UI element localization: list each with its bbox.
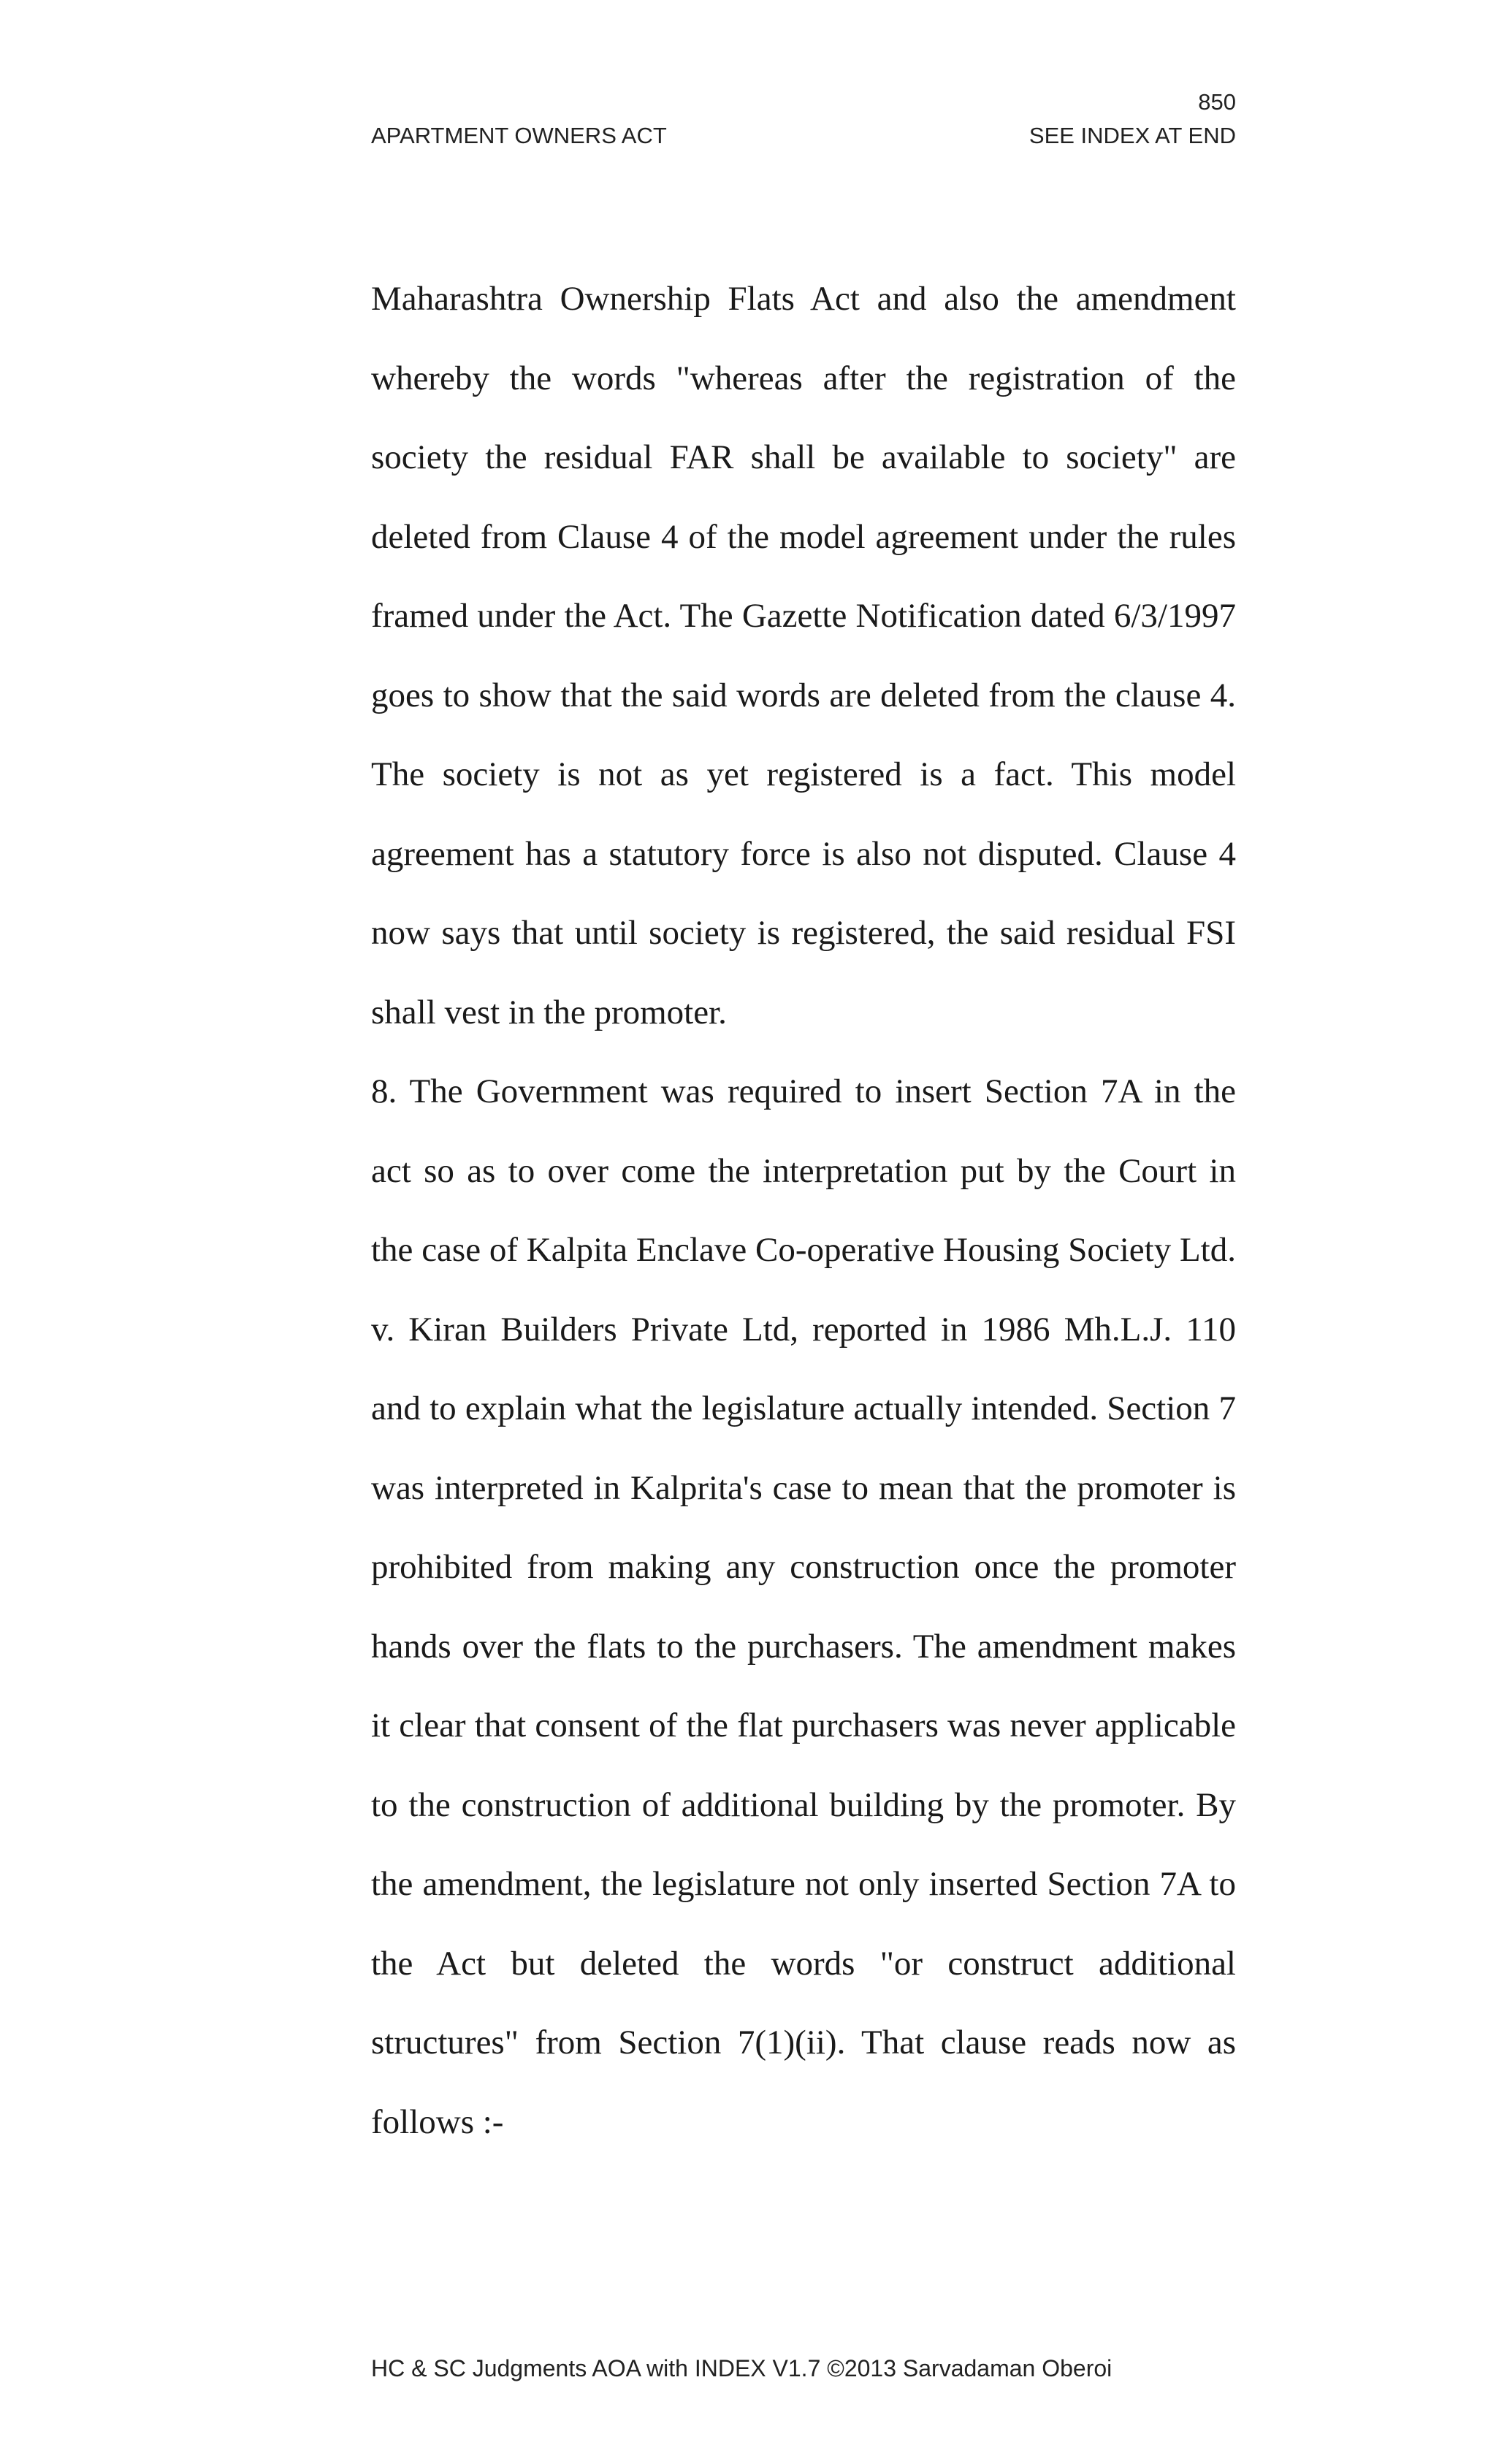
header-left-title: APARTMENT OWNERS ACT xyxy=(371,123,667,148)
page-footer: HC & SC Judgments AOA with INDEX V1.7 ©2013 Sarvadaman Oberoi xyxy=(371,2355,1113,2381)
running-header xyxy=(371,121,1236,150)
header-right-note: SEE INDEX AT END xyxy=(1028,123,1236,148)
document-body xyxy=(371,259,1236,2162)
paragraph: Maharashtra Ownership Flats Act and also the amendment whereby the words "whereas after the registration of the society the residual FAR shall be available to society" are deleted from Clause 4 of the model agreement under the rules framed under the Act. The Gazette Notification dated 6/3/1997 goes to show that the said words are deleted from the clause 4. The society is not as yet registered is a fact. This model agreement has a statutory force is also not disputed. Clause 4 now says that until society is registered, the said residual FSI shall vest in the promoter. xyxy=(371,280,1236,1031)
page-number: 850 xyxy=(1198,89,1236,115)
paragraph: 8. The Government was required to insert Section 7A in the act so as to over come the interpretation put by the Court in the case of Kalpita Enclave Co-operative Housing Society Ltd. v. Kiran Builders Private Ltd, reported in 1986 Mh.L.J. 110 and to explain what the legislature actually intended. Section 7 was interpreted in Kalprita's case to mean that the promoter is prohibited from making any construction once the promoter hands over the flats to the purchasers. The amendment makes it clear that consent of the flat purchasers was never applicable to the construction of additional building by the promoter. By the amendment, the legislature not only inserted Section 7A to the Act but deleted the words "or construct additional structures" from Section 7(1)(ii). That clause reads now as follows :- xyxy=(371,1072,1236,2141)
